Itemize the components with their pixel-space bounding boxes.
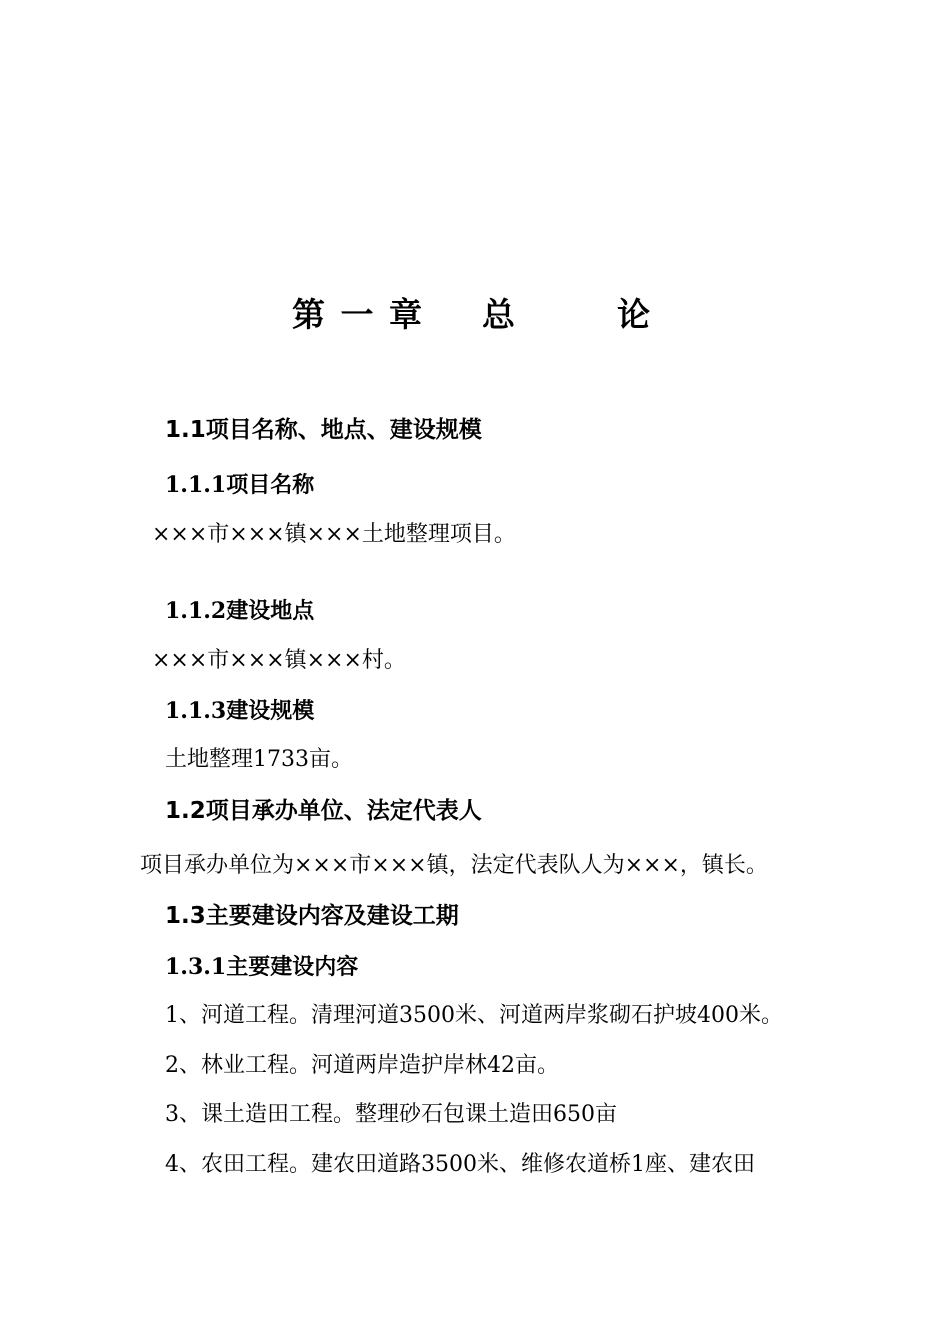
section-1-3-heading: 1.3主要建设内容及建设工期 (165, 903, 459, 929)
chapter-title (292, 295, 652, 334)
section-1-1-1-heading: 1.1.1项目名称 (165, 472, 315, 498)
list-item: 4、农田工程。建农田道路3500米、维修农道桥1座、建农田 (165, 1152, 755, 1177)
section-1-1-3-text: 土地整理1733亩。 (165, 747, 353, 772)
list-item: 3、课土造田工程。整理砂石包课土造田650亩 (165, 1102, 617, 1127)
list-item: 1、河道工程。清理河道3500米、河道两岸浆砌石护坡400米。 (165, 1003, 783, 1028)
chapter-title-word-1: 总 (481, 295, 517, 334)
section-1-2-text: 项目承办单位为×××市×××镇，法定代表队人为×××，镇长。 (140, 853, 768, 878)
list-item: 2、林业工程。河道两岸造护岸林42亩。 (165, 1053, 559, 1078)
section-1-1-3-heading: 1.1.3建设规模 (165, 698, 315, 724)
section-1-1-1-text: ×××市×××镇×××土地整理项目。 (152, 522, 516, 547)
section-1-1-2-heading: 1.1.2建设地点 (165, 598, 315, 624)
chapter-title-word-2: 论 (616, 295, 652, 334)
section-1-1-2-text: ×××市×××镇×××村。 (152, 648, 406, 673)
chapter-title-number: 第 一 章 (292, 295, 424, 334)
section-1-2-heading: 1.2项目承办单位、法定代表人 (165, 798, 482, 824)
section-1-3-1-heading: 1.3.1主要建设内容 (165, 954, 359, 980)
section-1-1-heading: 1.1项目名称、地点、建设规模 (165, 417, 482, 443)
